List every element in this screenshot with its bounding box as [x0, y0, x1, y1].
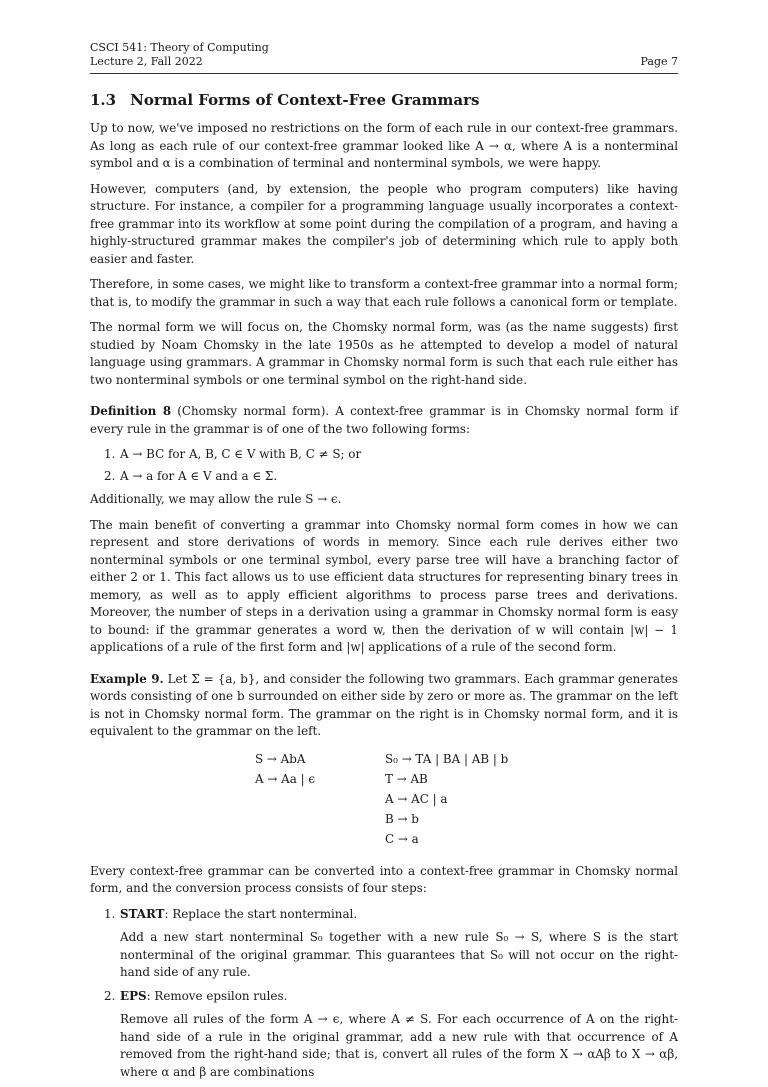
- definition-text: A context-free grammar is in Chomsky normal form if every rule in the grammar is of one of the two following forms:: [90, 404, 678, 436]
- paragraph-3: Therefore, in some cases, we might like to transform a context-free grammar into a normal form; that is, to modify the grammar in such a way that each rule follows a canonical form or template.: [90, 277, 678, 309]
- conversion-intro: Every context-free grammar can be converted into a context-free grammar in Chomsky normal form, and the conversion process consists of four steps:: [90, 863, 678, 895]
- course-title: CSCI 541: Theory of Computing: [90, 41, 269, 54]
- example-text: Let Σ = {a, b}, and consider the following two grammars. Each grammar generates words consisting of one b surrounded on either side by zero or more as. The grammar on the left is not in Chomsky normal form. The grammar on the right is in Chomsky normal form, and it is equivalent to the grammar on the left.: [90, 671, 679, 738]
- lecture-info: Lecture 2, Fall 2022: [90, 55, 203, 68]
- step-name: EPS: [120, 988, 147, 1003]
- section-number: 1.3: [90, 91, 117, 109]
- section-heading: [90, 90, 678, 110]
- main-content: [90, 90, 678, 1087]
- grammar-comparison: [90, 749, 678, 853]
- paragraph-2: However, computers (and, by extension, the people who program computers) like having structure. For instance, a compiler for a programming language usually incorporates a context-free grammar into its workflow at some point during the compilation of a program, and having a highly-structured grammar makes the compiler's job of determining which rule to apply both easier and faster.: [90, 181, 678, 266]
- grammar-rule: S → AbA: [255, 751, 306, 766]
- grammar-rule: C → a: [385, 831, 419, 846]
- grammar-rule: S₀ → TA | BA | AB | b: [385, 751, 509, 766]
- right-grammar: [385, 749, 508, 849]
- benefit-paragraph: The main benefit of converting a grammar into Chomsky normal form comes in how we can represent and store derivations of words in memory. Since each rule derives either two nonterminal symbols or one terminal symbol, every parse tree will have a branching factor of either 2 or 1. This fact allows us to use efficient data structures for representing binary trees in memory, as well as to apply efficient algorithms to process parse trees and derivations. Moreover, the number of steps in a derivation using a grammar in Chomsky normal form is easy to bound: if the grammar generates a word w, then the derivation of w will contain |w| − 1 applications of a rule of the first form and |w| applications of a rule of the second form.: [90, 517, 678, 654]
- step-start: 1. START: Replace the start nonterminal. Add a new start nonterminal S₀ together with a new rule S₀ → S, where S is the start nonterminal of the original grammar. This guarantees that S₀ will not occur on the right-hand side of any rule.: [90, 906, 678, 982]
- step-summary: : Replace the start nonterminal.: [164, 906, 358, 921]
- grammar-rule: A → Aa | ϵ: [255, 771, 316, 786]
- definition-additional: Additionally, we may allow the rule S → ϵ.: [90, 492, 342, 506]
- paragraph-4: The normal form we will focus on, the Chomsky normal form, was (as the name suggests) first studied by Noam Chomsky in the late 1950s as he attempted to develop a model of natural language using grammars. A grammar in Chomsky normal form is such that each rule either has two nonterminal symbols or one terminal symbol on the right-hand side.: [90, 320, 678, 387]
- paragraph-1: Up to now, we've imposed no restrictions on the form of each rule in our context-free grammars. As long as each rule of our context-free grammar looked like A → α, where A is a nonterminal symbol and α is a combination of terminal and nonterminal symbols, we were happy.: [90, 121, 678, 170]
- grammar-rule: T → AB: [385, 771, 428, 786]
- grammar-rule: B → b: [385, 811, 419, 826]
- example-label: Example 9.: [90, 671, 164, 686]
- grammar-rule: A → AC | a: [385, 791, 448, 806]
- step-summary: : Remove epsilon rules.: [146, 988, 288, 1003]
- list-item: 2. A → a for A ∈ V and a ∈ Σ.: [104, 468, 278, 483]
- left-grammar: [255, 749, 315, 789]
- step-name: START: [120, 906, 165, 921]
- header-rule: [90, 73, 678, 74]
- definition-label: Definition 8: [90, 404, 172, 418]
- section-title: Normal Forms of Context-Free Grammars: [130, 91, 480, 109]
- list-item: 1. A → BC for A, B, C ∈ V with B, C ≠ S; or: [104, 447, 362, 461]
- step-description: Add a new start nonterminal S₀ together with a new rule S₀ → S, where S is the start nonterminal of the original grammar. This guarantees that S₀ will not occur on the right-hand side of any rule.: [120, 930, 678, 979]
- definition-name: (Chomsky normal form).: [177, 404, 330, 418]
- example-9: [90, 671, 678, 741]
- page-number: Page 7: [640, 55, 678, 68]
- step-eps: 2. EPS: Remove epsilon rules. Remove all rules of the form A → ϵ, where A ≠ S. For each occurrence of A on the right-hand side of a rule in the original grammar, add a new rule with that occurrence of A removed from the right-hand side; that is, convert all rules of the form X → αAβ to X → αβ, where α and β are combinations: [90, 988, 678, 1082]
- step-description: Remove all rules of the form A → ϵ, where A ≠ S. For each occurrence of A on the right-hand side of a rule in the original grammar, add a new rule with that occurrence of A removed from the right-hand side; that is, convert all rules of the form X → αAβ to X → αβ, where α and β are combinations: [120, 1012, 678, 1079]
- definition-forms-list: [90, 446, 678, 485]
- definition-8: [90, 403, 678, 438]
